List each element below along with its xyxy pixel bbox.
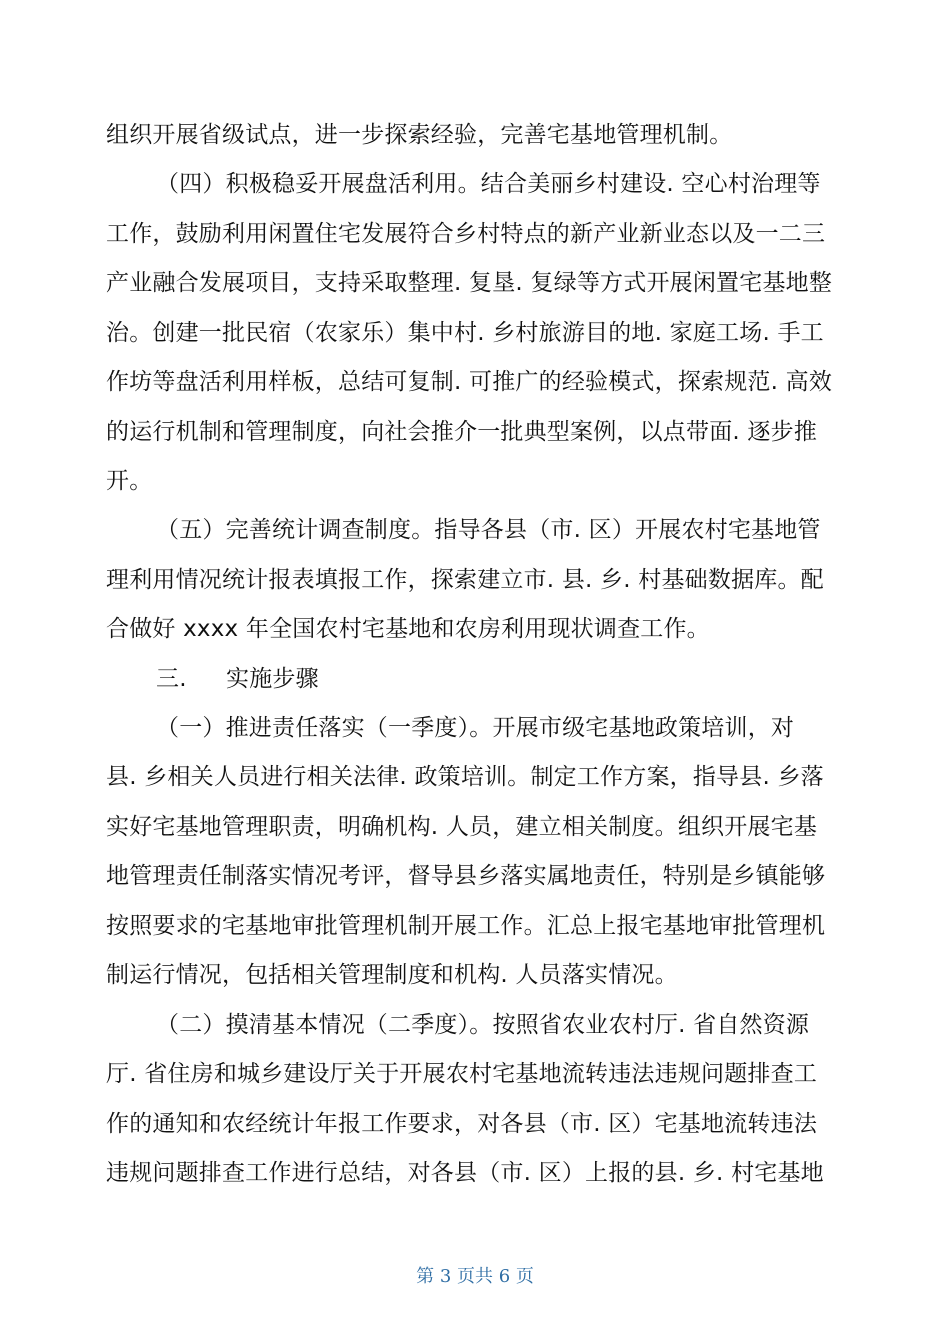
body-line: 按照要求的宅基地审批管理机制开展工作。汇总上报宅基地审批管理机 [106, 913, 826, 939]
body-line: 治。创建一批民宿（农家乐）集中村. 乡村旅游目的地. 家庭工场. 手工 [106, 320, 824, 346]
page-number-footer: 第 3 页共 6 页 [416, 1266, 534, 1287]
body-line: 产业融合发展项目，支持采取整理. 复垦. 复绿等方式开展闲置宅基地整 [106, 270, 833, 296]
body-line: 违规问题排查工作进行总结，对各县（市. 区）上报的县. 乡. 村宅基地 [106, 1160, 824, 1186]
body-line: 厅. 省住房和城乡建设厅关于开展农村宅基地流转违法违规问题排查工 [106, 1061, 818, 1087]
section-heading-title: 实施步骤 [226, 666, 319, 692]
body-line: 县. 乡相关人员进行相关法律. 政策培训。制定工作方案，指导县. 乡落 [106, 764, 824, 790]
body-line: 开。 [106, 468, 153, 494]
paragraph-first-line: （四）积极稳妥开展盘活利用。结合美丽乡村建设. 空心村治理等 [156, 171, 821, 197]
body-line: 的运行机制和管理制度，向社会推介一批典型案例，以点带面. 逐步推 [106, 419, 818, 445]
section-heading-number: 三. [156, 666, 187, 692]
body-line: 工作，鼓励利用闲置住宅发展符合乡村特点的新产业新业态以及一二三 [106, 221, 826, 247]
paragraph-first-line: （一）推进责任落实（一季度）。开展市级宅基地政策培训，对 [156, 715, 795, 741]
body-line: 作的通知和农经统计年报工作要求，对各县（市. 区）宅基地流转违法 [106, 1111, 818, 1137]
body-line: 理利用情况统计报表填报工作，探索建立市. 县. 乡. 村基础数据库。配 [106, 567, 824, 593]
body-line: 地管理责任制落实情况考评，督导县乡落实属地责任，特别是乡镇能够 [106, 863, 826, 889]
body-line: 作坊等盘活利用样板，总结可复制. 可推广的经验模式，探索规范. 高效 [106, 369, 833, 395]
body-line: 合做好 xxxx 年全国农村宅基地和农房利用现状调查工作。 [106, 616, 710, 642]
paragraph-first-line: （五）完善统计调查制度。指导各县（市. 区）开展农村宅基地管 [156, 517, 821, 543]
body-line: 组织开展省级试点，进一步探索经验，完善宅基地管理机制。 [106, 122, 733, 148]
body-line: 制运行情况，包括相关管理制度和机构. 人员落实情况。 [106, 962, 678, 988]
paragraph-first-line: （二）摸清基本情况（二季度）。按照省农业农村厅. 省自然资源 [156, 1012, 810, 1038]
body-line: 实好宅基地管理职责，明确机构. 人员，建立相关制度。组织开展宅基 [106, 814, 818, 840]
section-heading [0, 654, 950, 704]
